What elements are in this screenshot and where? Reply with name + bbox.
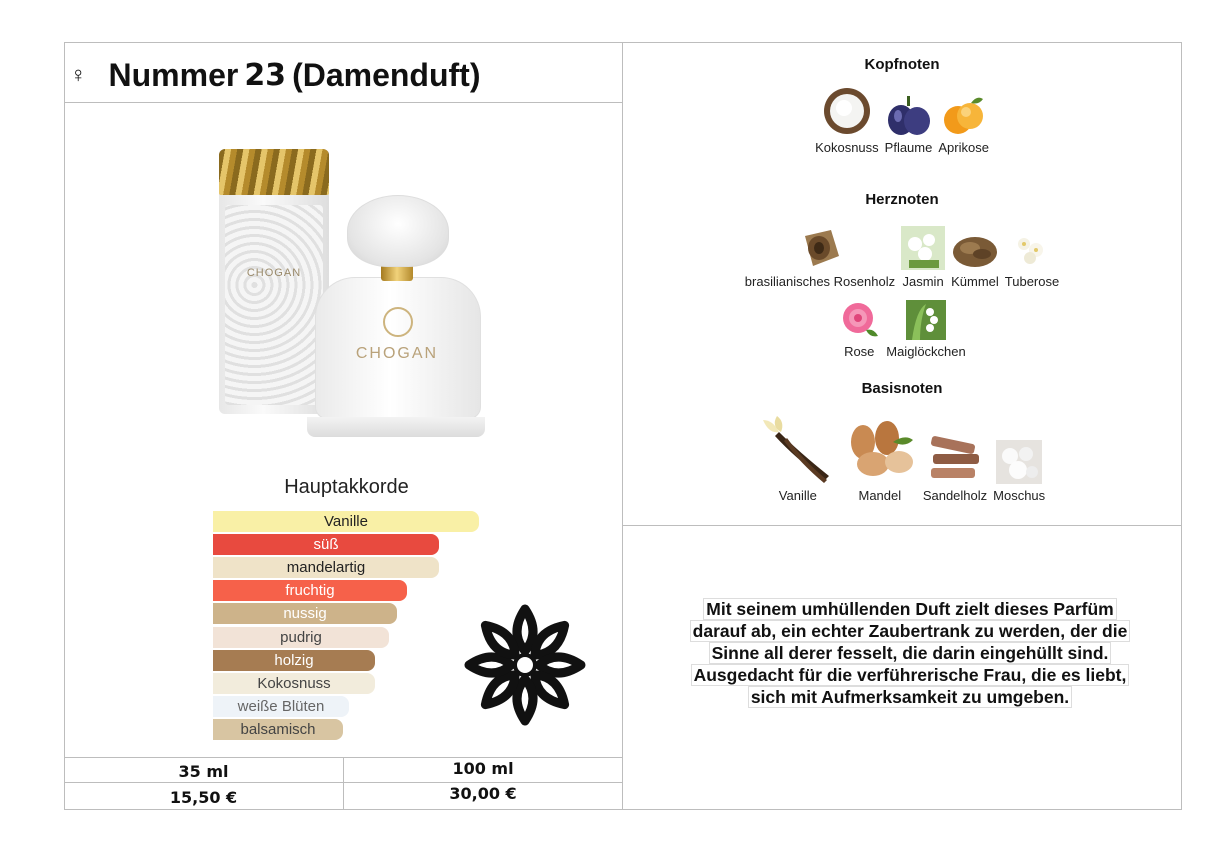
note-plum: Pflaume (885, 92, 933, 155)
note-rose: Rose (838, 296, 880, 359)
price-35ml: 15,50 € (169, 788, 238, 807)
accord-bar: balsamisch (213, 719, 343, 740)
accord-bar: weiße Blüten (213, 696, 349, 717)
coconut-icon (821, 92, 873, 136)
note-sandalwood: Sandelholz (923, 414, 987, 503)
note-almond: Mandel (843, 414, 917, 503)
heart-notes-title: Herznoten (865, 191, 939, 208)
accord-bar: pudrig (213, 627, 389, 648)
perfume-bottle (307, 195, 485, 440)
note-lily-of-the-valley: Maiglöckchen (886, 296, 966, 359)
accord-bar: mandelartig (213, 557, 439, 578)
title-prefix: Nummer (108, 56, 239, 93)
note-coconut: Kokosnuss (815, 92, 879, 155)
accord-bar: Kokosnuss (213, 673, 375, 694)
plum-icon (886, 92, 932, 136)
notes-divider (622, 525, 1182, 526)
price-100ml: 30,00 € (449, 784, 517, 803)
accord-bar: Vanille (213, 511, 479, 532)
title-number: 23 (244, 57, 287, 93)
heart-notes-row-1 (623, 226, 1181, 289)
tuberose-icon (1010, 226, 1054, 270)
female-symbol-icon: ♀ (70, 62, 87, 87)
lily-of-the-valley-icon (906, 296, 946, 340)
lotus-petal (517, 679, 533, 721)
top-notes-row (623, 92, 1181, 155)
page-title (70, 52, 480, 98)
apricot-icon (941, 92, 987, 136)
product-image (215, 145, 495, 445)
jasmine-icon (901, 226, 945, 270)
note-tuberose: Tuberose (1005, 226, 1059, 289)
accords-title: Hauptakkorde (284, 476, 409, 498)
description-line: Ausgedacht für die verführerische Frau, die es liebt, (691, 664, 1130, 686)
title-divider (64, 102, 622, 103)
lotus-petal (539, 657, 581, 673)
description-line: Sinne all derer fesselt, die darin eingehüllt sind. (709, 642, 1112, 664)
top-notes-title: Kopfnoten (864, 56, 940, 73)
base-notes-row (623, 414, 1181, 503)
almond-icon (843, 414, 917, 484)
heart-notes-row-2 (623, 296, 1181, 359)
note-musk: Moschus (993, 414, 1045, 503)
accord-bar: holzig (213, 650, 375, 671)
note-rosewood: brasilianisches Rosenholz (745, 226, 895, 289)
title-suffix: (Damenduft) (292, 56, 481, 93)
size-35ml: 35 ml (178, 762, 229, 781)
musk-icon (996, 414, 1042, 484)
description (640, 598, 1180, 708)
lotus-logo-icon (460, 600, 590, 730)
rosewood-icon (797, 226, 843, 270)
accord-bar: fruchtig (213, 580, 407, 601)
note-vanilla: Vanille (759, 414, 837, 503)
note-jasmine: Jasmin (901, 226, 945, 289)
accord-bar: nussig (213, 603, 397, 624)
description-line: Mit seinem umhüllenden Duft zielt dieses Parfüm (703, 598, 1116, 620)
note-caraway: Kümmel (951, 226, 999, 289)
vanilla-icon (759, 414, 837, 484)
bottle-brand-label: CHOGAN (355, 345, 439, 362)
rose-icon (838, 296, 880, 340)
note-apricot: Aprikose (938, 92, 989, 155)
sandalwood-icon (927, 414, 983, 484)
description-line: sich mit Aufmerksamkeit zu umgeben. (748, 686, 1072, 708)
accord-bar: süß (213, 534, 439, 555)
lotus-petal (469, 657, 511, 673)
base-notes-title: Basisnoten (861, 380, 943, 397)
lotus-petal (517, 609, 533, 651)
description-line: darauf ab, ein echter Zaubertrank zu werden, der die (690, 620, 1131, 642)
box-brand-label: CHOGAN (246, 267, 302, 279)
flower-logo-icon (383, 307, 413, 337)
size-100ml: 100 ml (452, 759, 514, 778)
caraway-icon (952, 226, 998, 270)
